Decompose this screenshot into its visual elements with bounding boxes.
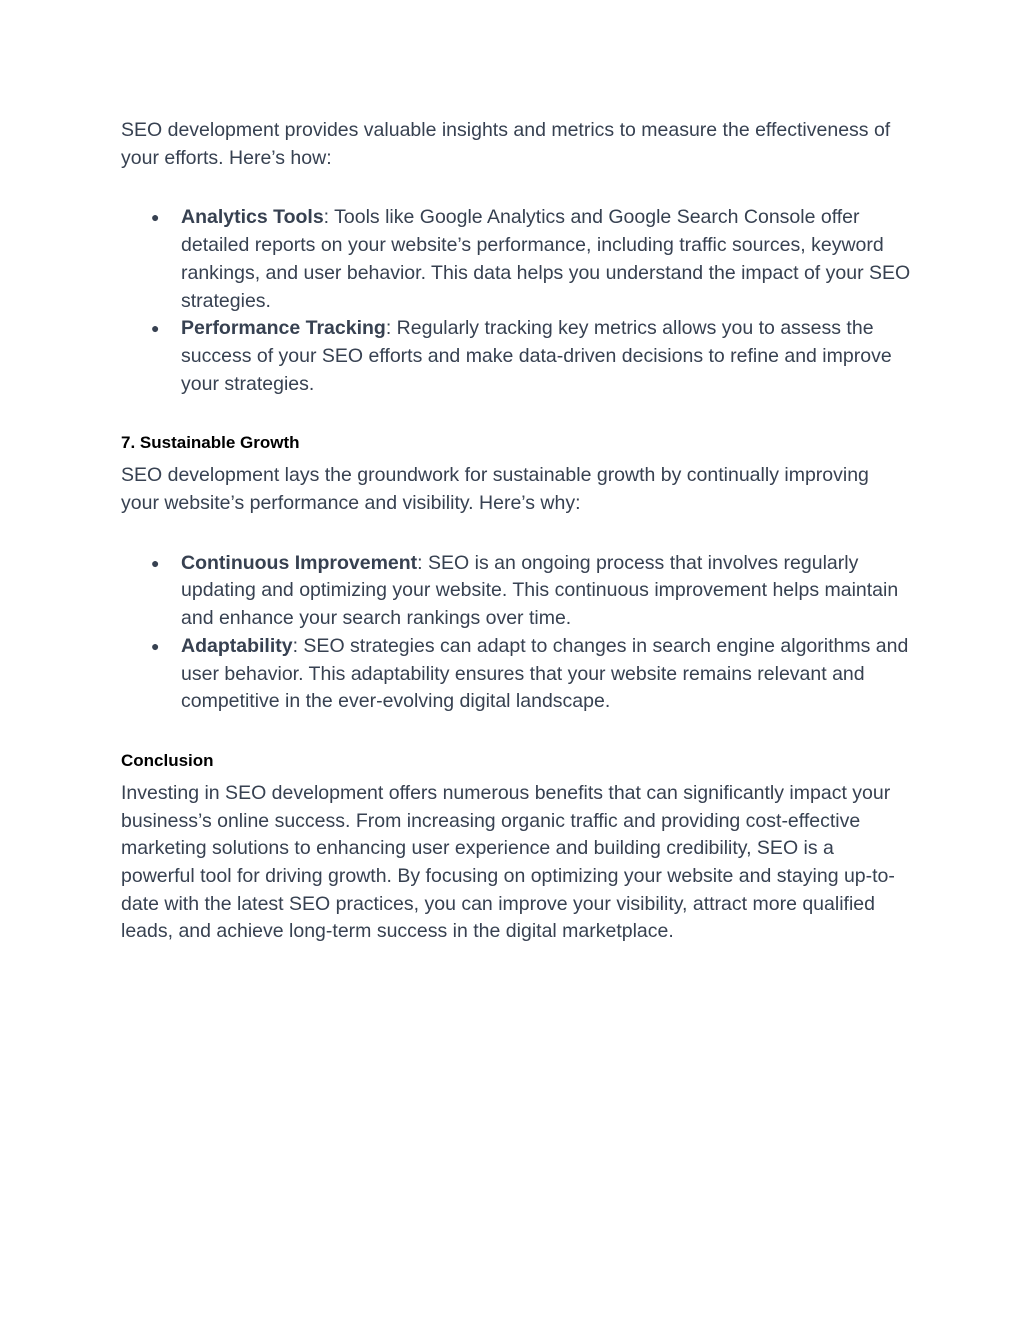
list-item [121,550,911,633]
conclusion-section [121,750,911,946]
metrics-bullet-list [121,204,911,398]
bullet-term: Continuous Improvement [181,551,418,574]
section-paragraph: SEO development lays the groundwork for sustainable growth by continually improving your website’s performance and visibility. Here’s why: [121,464,869,515]
section-heading: 7. Sustainable Growth [121,433,300,453]
document-page [121,117,911,946]
conclusion-heading: Conclusion [121,750,214,770]
bullet-icon: ● [151,209,160,226]
list-item [121,315,911,398]
list-item [121,204,911,315]
sustainable-growth-section [121,432,911,716]
bullet-text: : Regularly tracking key metrics allows you to assess the success of your SEO efforts and make data-driven decisions to refine and improve your strategies. [181,317,892,395]
bullet-text: : SEO is an ongoing process that involves regularly updating and optimizing your website. This continuous improvement helps maintain and enhance your search rankings over time. [181,551,899,630]
intro-paragraph: SEO development provides valuable insights and metrics to measure the effectiveness of your efforts. Here’s how: [121,119,891,169]
bullet-term: Adaptability [181,634,293,657]
bullet-text: : Tools like Google Analytics and Google Search Console offer detailed reports on your website’s performance, including traffic sources, keyword rankings, and user behavior. This data helps you understand the impact of your SEO strategies. [181,206,911,312]
conclusion-paragraph: Investing in SEO development offers numerous benefits that can significantly impact your business’s online success. From increasing organic traffic and providing cost-effective marketing solutions to enhancing user experience and building credibility, SEO is a powerful tool for driving growth. By focusing on optimizing your website and staying up-to-date with the latest SEO practices, you can improve your visibility, attract more qualified leads, and achieve long-term success in the digital marketplace. [121,781,895,943]
bullet-term: Performance Tracking [181,317,386,340]
bullet-icon: ● [151,554,160,571]
growth-bullet-list [121,550,911,716]
bullet-icon: ● [151,320,160,337]
bullet-term: Analytics Tools [181,206,324,229]
bullet-icon: ● [151,637,160,654]
list-item [121,633,911,716]
bullet-text: : SEO strategies can adapt to changes in search engine algorithms and user behavior. This adaptability ensures that your website remains relevant and competitive in the ever-evolving digital landscape. [181,634,909,713]
